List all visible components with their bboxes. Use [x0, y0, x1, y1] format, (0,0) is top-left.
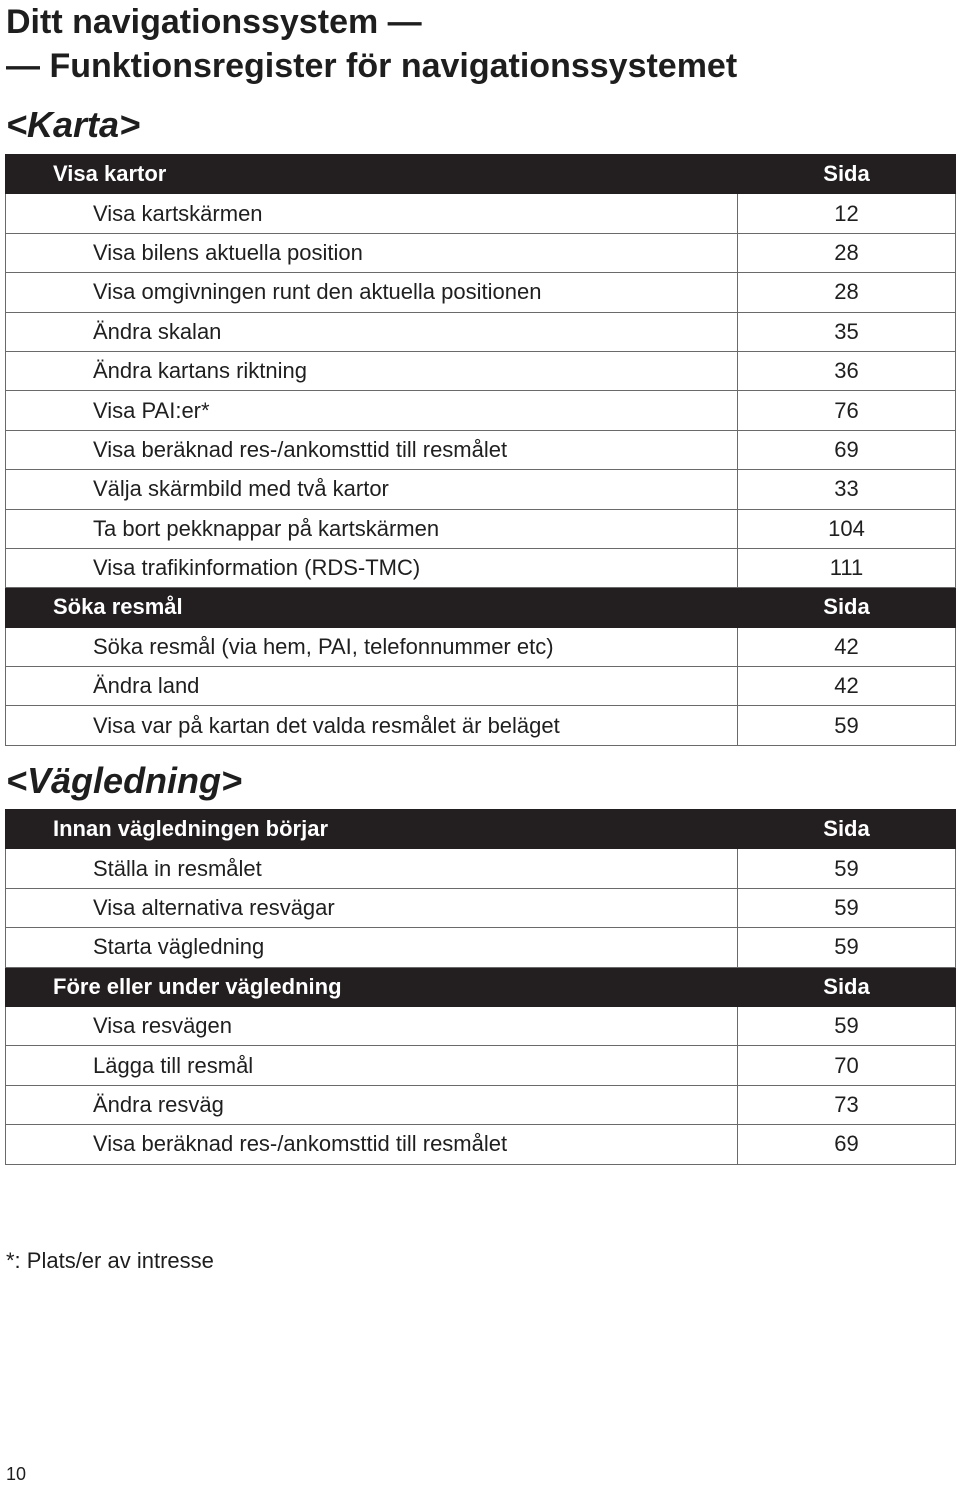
table-row: [6, 928, 956, 967]
group-header: Visa kartor: [6, 155, 738, 194]
group-header-row: [6, 967, 956, 1006]
page-reference: 69: [738, 1125, 956, 1164]
table-row: [6, 888, 956, 927]
function-label: Söka resmål (via hem, PAI, telefonnummer etc): [6, 627, 738, 666]
group-header: Söka resmål: [6, 588, 738, 627]
page-reference: 104: [738, 509, 956, 548]
title-line-2: — Funktionsregister för navigationssystemet: [6, 47, 738, 85]
function-label: Lägga till resmål: [6, 1046, 738, 1085]
table-row: [6, 1085, 956, 1124]
function-label: Visa alternativa resvägar: [6, 888, 738, 927]
function-label: Ändra resväg: [6, 1085, 738, 1124]
page-column-label: Sida: [738, 810, 956, 849]
function-label: Visa trafikinformation (RDS-TMC): [6, 548, 738, 587]
table-row: [6, 1006, 956, 1045]
group-header: Innan vägledningen börjar: [6, 810, 738, 849]
function-label: Ändra kartans riktning: [6, 351, 738, 390]
group-header: Före eller under vägledning: [6, 967, 738, 1006]
title-line-1: Ditt navigationssystem —: [6, 3, 422, 41]
page-title: [6, 0, 737, 88]
page-reference: 73: [738, 1085, 956, 1124]
page-column-label: Sida: [738, 155, 956, 194]
function-label: Visa beräknad res-/ankomsttid till resmålet: [6, 1125, 738, 1164]
page-reference: 59: [738, 1006, 956, 1045]
section-heading-karta: <Karta>: [6, 104, 141, 145]
table-row: [6, 509, 956, 548]
table-row: [6, 667, 956, 706]
function-label: Visa omgivningen runt den aktuella positionen: [6, 273, 738, 312]
index-table-karta: [5, 154, 956, 746]
page-reference: 59: [738, 706, 956, 745]
page-reference: 59: [738, 888, 956, 927]
section-heading-vagledning: <Vägledning>: [6, 760, 243, 801]
group-header-row: [6, 155, 956, 194]
function-label: Starta vägledning: [6, 928, 738, 967]
index-table-vagledning: [5, 809, 956, 1165]
group-header-row: [6, 810, 956, 849]
table-row: [6, 391, 956, 430]
table-row: [6, 233, 956, 272]
function-label: Ändra skalan: [6, 312, 738, 351]
table-row: [6, 351, 956, 390]
page-reference: 76: [738, 391, 956, 430]
page-column-label: Sida: [738, 588, 956, 627]
function-label: Ställa in resmålet: [6, 849, 738, 888]
function-label: Ta bort pekknappar på kartskärmen: [6, 509, 738, 548]
page-reference: 35: [738, 312, 956, 351]
table-row: [6, 273, 956, 312]
table-row: [6, 1046, 956, 1085]
page-reference: 36: [738, 351, 956, 390]
table-row: [6, 849, 956, 888]
table-row: [6, 194, 956, 233]
function-label: Ändra land: [6, 667, 738, 706]
page-reference: 111: [738, 548, 956, 587]
page-reference: 28: [738, 273, 956, 312]
table-row: [6, 470, 956, 509]
group-header-row: [6, 588, 956, 627]
function-label: Visa var på kartan det valda resmålet är beläget: [6, 706, 738, 745]
function-label: Visa beräknad res-/ankomsttid till resmålet: [6, 430, 738, 469]
page-reference: 12: [738, 194, 956, 233]
page-reference: 59: [738, 849, 956, 888]
table-row: [6, 312, 956, 351]
table-row: [6, 430, 956, 469]
function-label: Visa PAI:er*: [6, 391, 738, 430]
page-reference: 42: [738, 627, 956, 666]
page-reference: 70: [738, 1046, 956, 1085]
page-reference: 42: [738, 667, 956, 706]
table-row: [6, 706, 956, 745]
table-row: [6, 627, 956, 666]
function-label: Visa bilens aktuella position: [6, 233, 738, 272]
page-reference: 59: [738, 928, 956, 967]
function-label: Visa resvägen: [6, 1006, 738, 1045]
page-reference: 69: [738, 430, 956, 469]
page-reference: 33: [738, 470, 956, 509]
function-label: Välja skärmbild med två kartor: [6, 470, 738, 509]
function-label: Visa kartskärmen: [6, 194, 738, 233]
footnote: *: Plats/er av intresse: [6, 1248, 214, 1273]
table-row: [6, 548, 956, 587]
page-reference: 28: [738, 233, 956, 272]
page-column-label: Sida: [738, 967, 956, 1006]
page-number: 10: [6, 1464, 27, 1484]
table-row: [6, 1125, 956, 1164]
